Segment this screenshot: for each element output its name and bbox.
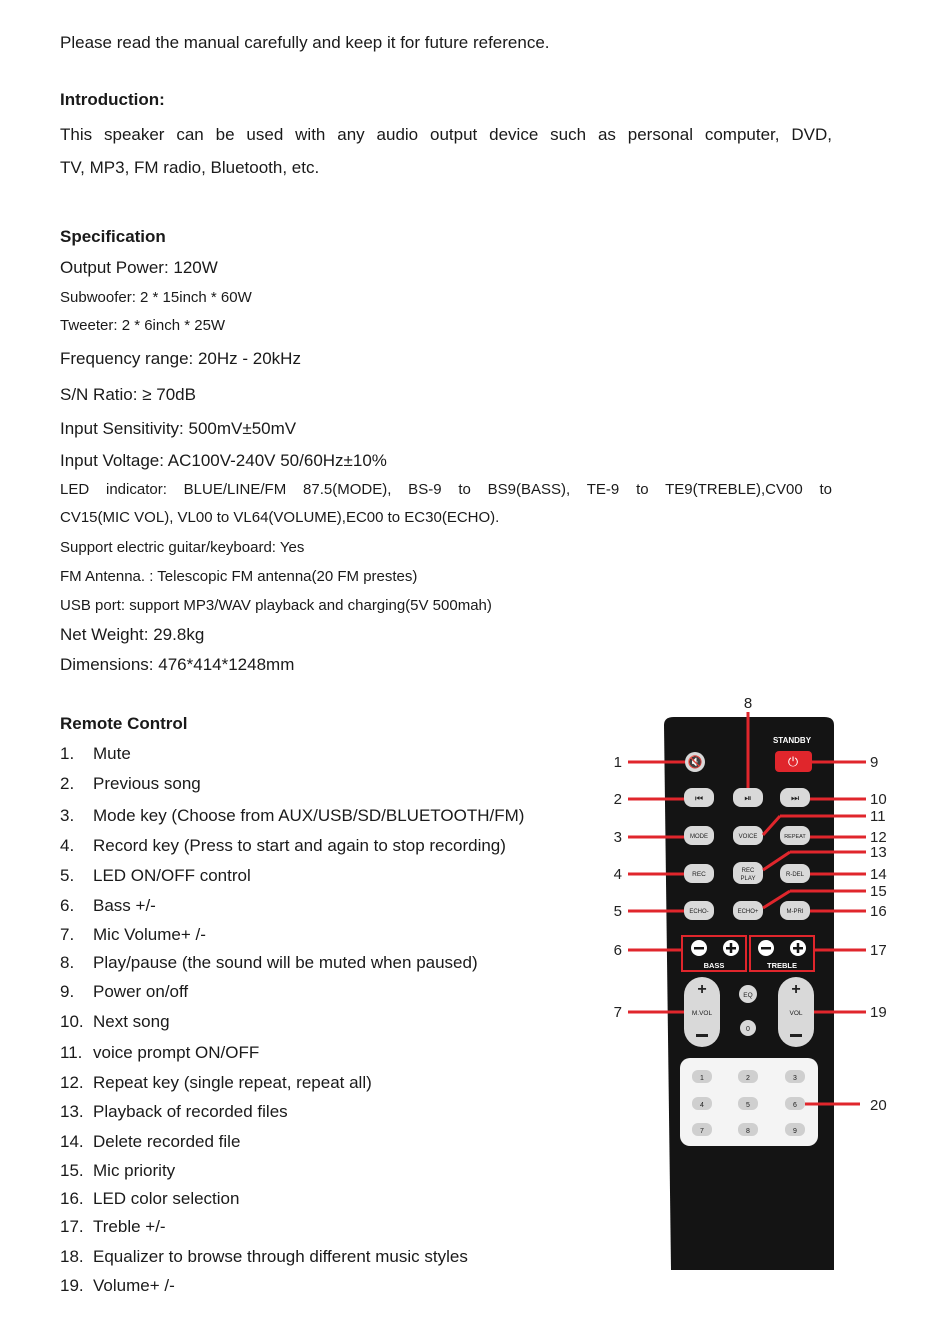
svg-text:5: 5 — [746, 1102, 750, 1109]
list-item-number: 7. — [60, 925, 75, 944]
list-item-number: 13. — [60, 1102, 84, 1121]
list-item-number: 4. — [60, 836, 75, 855]
list-item-text: Previous song — [93, 774, 201, 793]
callout-number: 20 — [870, 1097, 887, 1114]
svg-text:9: 9 — [793, 1128, 797, 1135]
mvol-label: M.VOL — [691, 1010, 713, 1017]
spec-subwoofer: Subwoofer: 2 * 15inch * 60W — [60, 289, 252, 306]
callout-number: 4 — [613, 866, 622, 883]
list-item-text: Mic Volume+ /- — [93, 925, 206, 944]
spec-tweeter: Tweeter: 2 * 6inch * 25W — [60, 317, 226, 334]
list-item-text: Playback of recorded files — [93, 1102, 288, 1121]
list-item-text: Volume+ /- — [93, 1276, 175, 1295]
spec-dimensions: Dimensions: 476*414*1248mm — [60, 655, 295, 674]
play-pause-icon: ⏯ — [744, 793, 752, 803]
list-item-text: voice prompt ON/OFF — [93, 1043, 260, 1062]
list-item-text: LED color selection — [93, 1189, 240, 1208]
mute-icon: 🔇 — [687, 755, 703, 769]
svg-text:7: 7 — [700, 1128, 704, 1135]
list-item-text: Record key (Press to start and again to stop recording) — [93, 836, 506, 855]
eq-label: EQ — [743, 992, 753, 999]
svg-text:+: + — [697, 981, 707, 998]
callout-number: 10 — [870, 791, 887, 808]
callout-number: 6 — [613, 942, 622, 959]
list-item-text: Mute — [93, 744, 131, 763]
list-item-text: LED ON/OFF control — [93, 866, 251, 885]
mpri-label: M-PRI — [786, 909, 804, 915]
list-item-number: 6. — [60, 896, 75, 915]
list-item-text: Delete recorded file — [93, 1132, 241, 1151]
callout-number: 3 — [613, 829, 622, 846]
introduction-line-2: TV, MP3, FM radio, Bluetooth, etc. — [60, 158, 320, 177]
list-item-text: Play/pause (the sound will be muted when paused) — [93, 953, 478, 972]
svg-text:1: 1 — [700, 1075, 704, 1082]
svg-text:+: + — [791, 981, 801, 998]
list-item-number: 10. — [60, 1012, 84, 1031]
spec-weight: Net Weight: 29.8kg — [60, 625, 205, 644]
spec-sensitivity: Input Sensitivity: 500mV±50mV — [60, 419, 297, 438]
callout-number: 16 — [870, 903, 887, 920]
remote-control-diagram — [600, 690, 900, 1280]
mode-label: MODE — [690, 834, 708, 840]
list-item-text: Mode key (Choose from AUX/USB/SD/BLUETOOTH/FM) — [93, 806, 525, 825]
list-item-number: 17. — [60, 1217, 84, 1236]
callout-number: 17 — [870, 942, 887, 959]
spec-antenna: FM Antenna. : Telescopic FM antenna(20 FM prestes) — [60, 568, 418, 585]
svg-text:2: 2 — [746, 1075, 750, 1082]
callout-number: 15 — [870, 883, 887, 900]
list-item-text: Bass +/- — [93, 896, 156, 915]
callout-number: 14 — [870, 866, 887, 883]
introduction-heading: Introduction: — [60, 90, 165, 109]
spec-guitar: Support electric guitar/keyboard: Yes — [60, 539, 305, 556]
callout-number: 19 — [870, 1004, 887, 1021]
echo-plus-label: ECHO+ — [737, 909, 759, 915]
list-item-number: 19. — [60, 1276, 84, 1295]
prev-icon: ⏮ — [694, 793, 704, 803]
spec-usb: USB port: support MP3/WAV playback and charging(5V 500mah) — [60, 597, 492, 614]
bass-label: BASS — [703, 961, 725, 970]
list-item-text: Equalizer to browse through different music styles — [93, 1247, 468, 1266]
list-item-text: Power on/off — [93, 982, 189, 1001]
callout-number: 7 — [613, 1004, 622, 1021]
svg-text:6: 6 — [793, 1102, 797, 1109]
list-item-number: 1. — [60, 744, 75, 763]
spec-sn-ratio: S/N Ratio: ≥ 70dB — [60, 385, 196, 404]
next-icon: ⏭ — [790, 793, 800, 803]
callout-number: 13 — [870, 844, 887, 861]
number-pad-keys — [692, 1070, 805, 1136]
callout-number: 1 — [613, 754, 622, 771]
list-item-number: 11. — [60, 1043, 83, 1062]
list-item-number: 18. — [60, 1247, 84, 1266]
rec-play-label-top: REC — [741, 868, 755, 874]
list-item-text: Next song — [93, 1012, 170, 1031]
list-item-number: 8. — [60, 953, 75, 972]
vol-label: VOL — [789, 1010, 803, 1017]
list-item-number: 5. — [60, 866, 75, 885]
list-item-number: 9. — [60, 982, 75, 1001]
echo-minus-label: ECHO- — [689, 909, 709, 915]
list-item-text: Mic priority — [93, 1161, 176, 1180]
list-item-number: 2. — [60, 774, 75, 793]
repeat-label: REPEAT — [784, 834, 806, 840]
callout-number: 9 — [870, 754, 879, 771]
intro-note: Please read the manual carefully and keep it for future reference. — [60, 33, 550, 52]
rec-label: REC — [692, 871, 706, 878]
list-item-number: 14. — [60, 1132, 84, 1151]
callout-number: 2 — [613, 791, 622, 808]
rec-play-label-bottom: PLAY — [740, 876, 756, 882]
spec-voltage: Input Voltage: AC100V-240V 50/60Hz±10% — [60, 451, 387, 470]
power-icon: ⏻ — [787, 754, 799, 769]
treble-label: TREBLE — [767, 961, 797, 970]
svg-text:3: 3 — [793, 1075, 797, 1082]
callout-number: 12 — [870, 829, 887, 846]
svg-text:0: 0 — [746, 1026, 750, 1033]
callout-number: 11 — [870, 808, 886, 825]
introduction-line-1: This speaker can be used with any audio output device such as personal computer, DVD, — [60, 125, 832, 144]
list-item-number: 16. — [60, 1189, 84, 1208]
callout-number: 5 — [613, 903, 622, 920]
specification-heading: Specification — [60, 227, 166, 246]
svg-text:8: 8 — [746, 1128, 750, 1135]
svg-text:4: 4 — [700, 1102, 704, 1109]
callout-number: 8 — [743, 695, 753, 712]
remote-heading: Remote Control — [60, 714, 188, 733]
list-item-number: 3. — [60, 806, 75, 825]
spec-frequency: Frequency range: 20Hz - 20kHz — [60, 349, 301, 368]
list-item-number: 12. — [60, 1073, 84, 1092]
list-item-text: Treble +/- — [93, 1217, 166, 1236]
spec-led-line-1: LED indicator: BLUE/LINE/FM 87.5(MODE), BS-9 to BS9(BASS), TE-9 to TE9(TREBLE),CV00 to — [60, 481, 832, 498]
spec-led-line-2: CV15(MIC VOL), VL00 to VL64(VOLUME),EC00 to EC30(ECHO). — [60, 509, 500, 526]
list-item-number: 15. — [60, 1161, 84, 1180]
voice-label: VOICE — [738, 834, 758, 840]
list-item-text: Repeat key (single repeat, repeat all) — [93, 1073, 372, 1092]
standby-label: STANDBY — [772, 736, 812, 745]
spec-output-power: Output Power: 120W — [60, 258, 218, 277]
rdel-label: R-DEL — [785, 872, 805, 878]
